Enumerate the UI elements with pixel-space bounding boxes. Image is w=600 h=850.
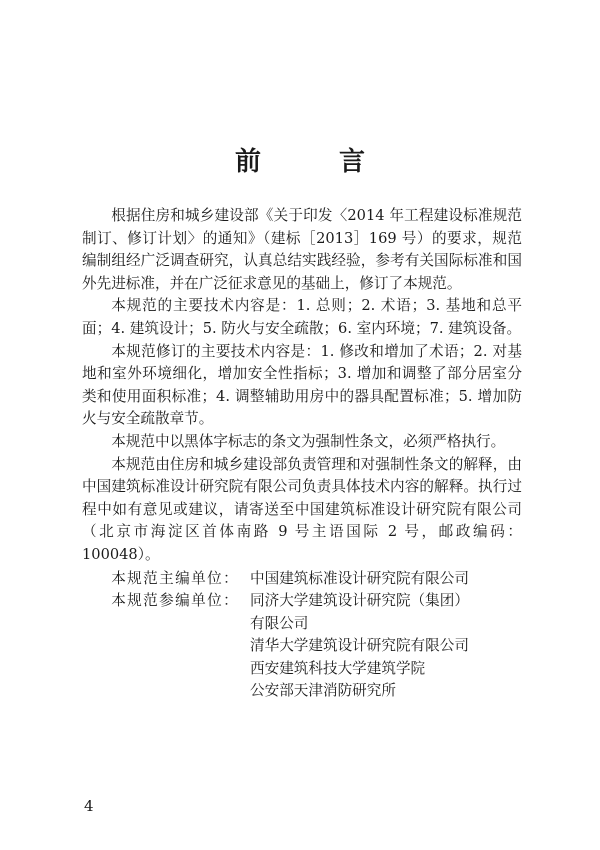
page-title: 前 言 (234, 147, 391, 177)
participating-editor-unit: 清华大学建筑设计研究院有限公司 (250, 637, 469, 655)
page-number: 4 (84, 797, 94, 815)
editor-units (82, 568, 522, 704)
participating-editor-unit: 西安建筑科技大学建筑学院 (250, 659, 426, 677)
participating-editor-row (82, 590, 522, 703)
chief-editor-row (82, 568, 522, 591)
participating-editor-label: 本规范参编单位： (111, 592, 240, 610)
paragraph-mandatory-clauses: 本规范中以黑体字标志的条文为强制性条文，必须严格执行。 (111, 432, 506, 450)
paragraph-main-content: 本规范的主要技术内容是：1. 总则；2. 术语；3. 基地和总平面；4. 建筑设计；5. 防火与安全疏散；6. 室内环境；7. 建筑设备。 (82, 297, 522, 337)
chief-editor-label: 本规范主编单位： (111, 569, 240, 587)
participating-editor-units (250, 590, 522, 703)
paragraph-administration: 本规范由住房和城乡建设部负责管理和对强制性条文的解释，由中国建筑标准设计研究院有限公司负责具体技术内容的解释。执行过程中如有意见或建议，请寄送至中国建筑标准设计研究院有限公司（北京市海淀区首体南路 9 号主语国际 2 号，邮政编码：100048）。 (82, 455, 522, 563)
preface-body (82, 205, 522, 703)
chief-editor-unit: 中国建筑标准设计研究院有限公司 (250, 569, 469, 587)
paragraph-revision-content: 本规范修订的主要技术内容是：1. 修改和增加了术语；2. 对基地和室外环境细化，增加安全性指标；3. 增加和调整了部分居室分类和使用面积标准；4. 调整辅助用房中的器具配置标准；5. 增加防火与安全疏散章节。 (82, 342, 522, 428)
chief-editor-units (250, 568, 522, 591)
paragraph-background: 根据住房和城乡建设部《关于印发〈2014 年工程建设标准规范制订、修订计划〉的通知》（建标［2013］169 号）的要求，规范编制组经广泛调查研究，认真总结实践经验，参考有关国际标准和国外先进标准，并在广泛征求意见的基础上，修订了本规范。 (82, 207, 522, 292)
participating-editor-unit: 有限公司 (250, 614, 309, 632)
participating-editor-unit: 公安部天津消防研究所 (250, 682, 396, 700)
participating-editor-unit: 同济大学建筑设计研究院（集团） (250, 592, 469, 610)
